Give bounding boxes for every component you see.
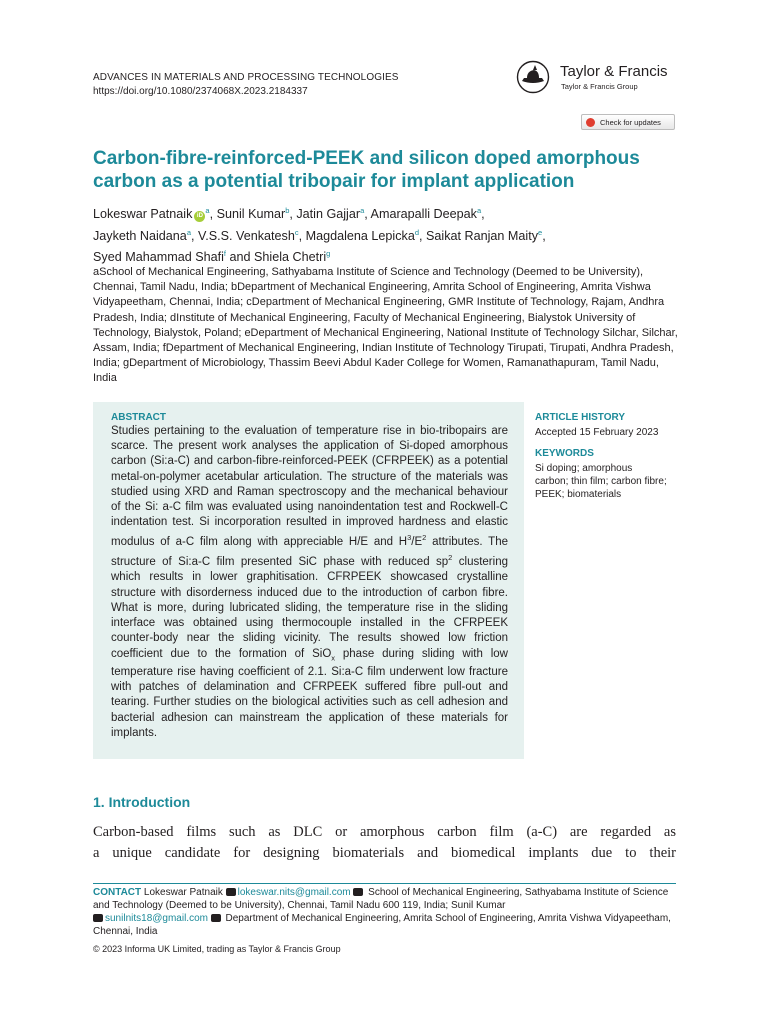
contact-footnote: CONTACT Lokeswar Patnaik lokeswar.nits@gmail.com School of Mechanical Engineering, Sathyabama Institute of Science and Technology (Deemed to be University), Chennai, Tamil Nadu 600 119, India; Sunil Kumar sunilnits18@gmail.com Department of Mechanical Engineering, Amrita School of Engineering, Amrita Vishwa Vidyapeetham, Chennai, India bbox=[93, 887, 671, 937]
author-name[interactable]: Saikat Ranjan Maity bbox=[426, 228, 539, 243]
author-name[interactable]: Jatin Gajjar bbox=[296, 207, 361, 222]
author-affil-mark: c bbox=[294, 227, 299, 237]
author-affil-mark: g bbox=[326, 249, 331, 259]
keywords-heading: KEYWORDS bbox=[535, 448, 594, 459]
author-affil-mark: e bbox=[538, 227, 543, 237]
author-affil-mark: f bbox=[223, 249, 226, 259]
crossmark-icon bbox=[586, 118, 595, 127]
affiliations: aSchool of Mechanical Engineering, Sathyabama Institute of Science and Technology (Deemed to be University), Chennai, Tamil Nadu, India; bDepartment of Mechanical Engineering, Amrita School of Engineering, Amrita Vishwa Vidyapeetham, Chennai, India; cDepartment of Mechanical Engineering, GMR Institute of Technology, Rajam, Andhra Pradesh, India; dInstitute of Mechanical Engineering, Faculty of Mechanical Engineering, Bialystok University of Technology, Bialystok, Poland; eDepartment of Mechanical Engineering, National Institute of Technology Silchar, Silchar, Assam, India; fDepartment of Mechanical Engineering, Indian Institute of Technology Tirupati, Tirupati, Andhra Pradesh, India; gDepartment of Microbiology, Thassim Beevi Abdul Kader College for Women, Ramanathapuram, Tamil Nadu, India bbox=[93, 266, 678, 385]
author-list: Lokeswar Patnaik $iD^a$, Sunil Kumar$^b$, Jatin Gajjar$^a$, Amarapalli Deepak$^a$, Jayketh Naidana$^a$, V.S.S. Venkatesh$^c$, Magdalena Lepicka$^d$, Saikat Ranjan Maity$^e$, Syed Mahammad Shafi$^f$ and Shiela Chetri$^g$ bbox=[93, 206, 546, 265]
email-link[interactable]: sunilnits18@gmail.com bbox=[105, 913, 208, 924]
author-name[interactable]: Jayketh Naidana bbox=[93, 228, 187, 243]
contact-label: CONTACT bbox=[93, 887, 142, 898]
article-history-heading: ARTICLE HISTORY bbox=[535, 412, 626, 423]
author-name[interactable]: Shiela Chetri bbox=[254, 250, 327, 265]
section-heading-introduction: 1. Introduction bbox=[93, 794, 191, 810]
article-title: Carbon-fibre-reinforced-PEEK and silicon doped amorphous carbon as a potential tribopair for implant application bbox=[93, 148, 640, 192]
doi-link[interactable]: https://doi.org/10.1080/2374068X.2023.2184337 bbox=[93, 86, 308, 97]
publisher-name: Taylor & Francis bbox=[560, 63, 668, 80]
author-affil-mark: a bbox=[360, 206, 365, 215]
publisher-group: Taylor & Francis Group bbox=[561, 82, 638, 91]
copyright-notice: © 2023 Informa UK Limited, trading as Taylor & Francis Group bbox=[93, 944, 341, 954]
email-link[interactable]: lokeswar.nits@gmail.com bbox=[237, 887, 351, 898]
orcid-icon[interactable]: iD bbox=[194, 211, 205, 222]
author-name[interactable]: V.S.S. Venkatesh bbox=[198, 228, 295, 243]
abstract-heading: ABSTRACT bbox=[111, 412, 166, 423]
footnote-divider bbox=[93, 883, 676, 884]
check-for-updates-button[interactable] bbox=[581, 114, 675, 130]
author-name[interactable]: Magdalena Lepicka bbox=[305, 228, 415, 243]
author-name[interactable]: Sunil Kumar bbox=[216, 207, 286, 222]
email-icon bbox=[93, 914, 103, 922]
author-name[interactable]: Syed Mahammad Shafi bbox=[93, 250, 224, 265]
author-name[interactable]: Lokeswar Patnaik bbox=[93, 207, 193, 222]
author-affil-mark: d bbox=[414, 227, 420, 237]
mail-address-icon bbox=[211, 914, 221, 922]
mail-address-icon bbox=[353, 888, 363, 896]
journal-name: ADVANCES IN MATERIALS AND PROCESSING TECHNOLOGIES bbox=[93, 72, 399, 83]
email-icon bbox=[226, 888, 236, 896]
author-affil-mark: b bbox=[285, 206, 290, 215]
keywords-list: Si doping; amorphous carbon; thin film; carbon fibre; PEEK; biomaterials bbox=[535, 463, 667, 500]
introduction-text: Carbon-based films such as DLC or amorphous carbon film (a-C) are regarded as a unique candidate for designing biomaterials and biomedical implants due to their bbox=[93, 824, 676, 861]
check-for-updates-label: Check for updates bbox=[600, 118, 661, 127]
article-history-accepted: Accepted 15 February 2023 bbox=[535, 427, 659, 438]
abstract-text: Studies pertaining to the evaluation of temperature rise in bio-tribopairs are scarce. The present work analyses the application of Si-doped amorphous carbon (Si:a-C) and carbon-fibre-reinforced-PEEK (CFRPEEK) as a potential metal-on-polymer acetabular articulation. The structure of the materials was studied using XRD and Raman spectroscopy and the mechanical behaviour of the Si: a-C film was evaluated using nanoindentation test and Rockwell-C indentation test. Si incorporation resulted in improved hardness and elastic modulus of a-C film along with appreciable H/E and $H^3/E^2$ attributes. The structure of Si:a-C film presented SiC phase with reduced $sp^2$ clustering which results in lower graphitisation. CFRPEEK showcased crystalline structure with disorderness induced due to the introduction of carbon fibre. What is more, during lubricated sliding, the temperature rise in the sliding interface was obtained using thermocouple installed in the CFRPEEK counter-body near the sliding vicinity. The results showed low friction coefficient due to the formation of SiO$_x$ phase during sliding with low temperature rise having coefficient of 2.1. Si:a-C film underwent low fracture with patches of delamination and CFRPEEK suffered fibre pull-out and tearing. Further studies on the biological activities such as cell adhesion and bacterial adhesion can mainstream the application of these materials for implants. bbox=[111, 425, 508, 739]
author-affil-mark: a bbox=[186, 227, 191, 237]
author-name[interactable]: Amarapalli Deepak bbox=[370, 207, 477, 222]
author-affil-mark: a bbox=[476, 206, 482, 215]
author-affil-mark: a bbox=[205, 206, 210, 215]
